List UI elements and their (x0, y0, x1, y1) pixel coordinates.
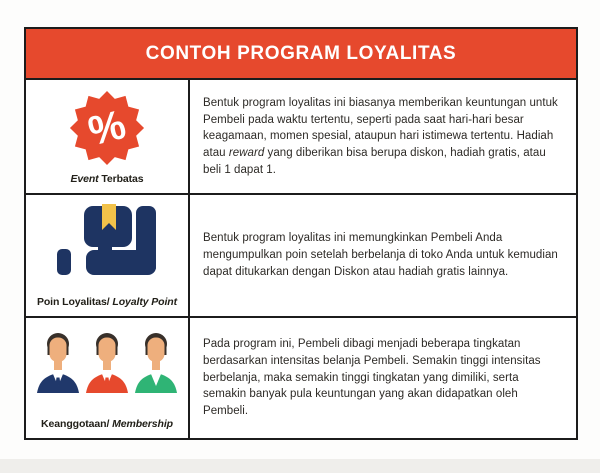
event-terbatas-label: Event Terbatas (70, 173, 144, 185)
person-green-icon (134, 331, 178, 393)
bottom-shade-strip (0, 459, 600, 473)
keanggotaan-description: Pada program ini, Pembeli dibagi menjadi beberapa tingkatan berdasarkan intensitas belanja Pembeli. Semakin tinggi intensitas berbelanja, maka semakin tinggi tingkatan yang dimiliki, serta semakin banyak pula keuntungan yang akan didapatkan oleh Pembeli. (203, 338, 541, 417)
poin-loyalitas-text-cell (190, 195, 576, 316)
person-navy-icon (36, 331, 80, 393)
loyalty-point-box-icon (57, 204, 157, 281)
table-header (26, 29, 576, 80)
keanggotaan-icon-cell (26, 318, 190, 438)
discount-badge-icon (68, 89, 146, 172)
row-poin-loyalitas (26, 195, 576, 318)
loyalty-program-table (24, 27, 578, 440)
keanggotaan-text-cell (190, 318, 576, 438)
poin-loyalitas-label: Poin Loyalitas/ Loyalty Point (36, 296, 178, 308)
page-title: CONTOH PROGRAM LOYALITAS (145, 42, 457, 64)
svg-text:%: % (83, 100, 131, 155)
row-event-terbatas (26, 80, 576, 195)
keanggotaan-label: Keanggotaan/ Membership (41, 418, 173, 430)
event-terbatas-icon-cell (26, 80, 190, 193)
poin-loyalitas-description: Bentuk program loyalitas ini memungkinkan Pembeli Anda mengumpulkan poin setelah berbelanja di toko Anda untuk kemudian dapat ditukarkan dengan Diskon atau hadiah gratis lainnya. (203, 232, 558, 278)
row-keanggotaan (26, 318, 576, 438)
membership-people-icon (36, 331, 178, 393)
event-terbatas-text-cell (190, 80, 576, 193)
poin-loyalitas-icon-cell (26, 195, 190, 316)
person-red-icon (85, 331, 129, 393)
event-terbatas-description: Bentuk program loyalitas ini biasanya memberikan keuntungan untuk Pembeli pada waktu tertentu, seperti pada saat hari-hari besar keagamaan, momen spesial, ataupun hari istimewa tertentu. Hadiah atau reward yang diberikan bisa berupa diskon, hadiah gratis, atau beli 1 dapat 1. (203, 96, 558, 176)
